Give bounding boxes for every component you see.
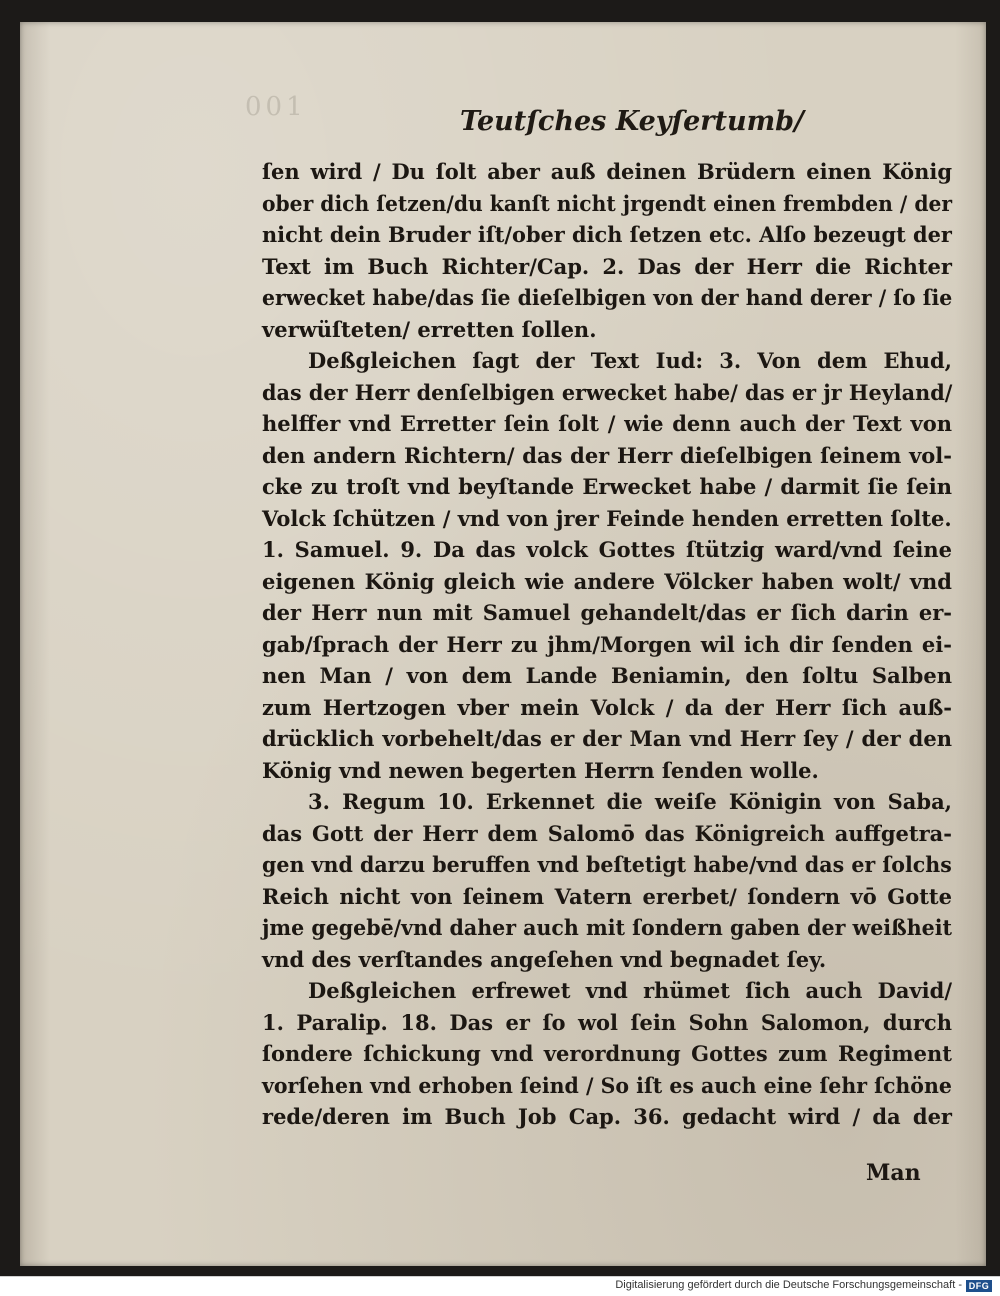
text-line: Volck ſchützen / vnd von jrer Feinde henden erretten ſolte. xyxy=(262,505,952,531)
text-line: 1. Samuel. 9. Da das volck Gottes ſtützig ward/vnd ſeine xyxy=(262,537,952,562)
text-line: drücklich vorbehelt/das er der Man vnd Herr ſey / der den xyxy=(262,726,952,751)
text-line: vorſehen vnd erhoben ſeind / So iſt es auch eine ſehr ſchöne xyxy=(262,1072,952,1098)
text-line: helffer vnd Erretter ſein ſolt / wie denn auch der Text von xyxy=(262,411,952,436)
text-line: gen vnd darzu beruffen vnd beſtetigt habe/vnd das er ſolchs xyxy=(262,852,952,877)
text-line: 3. Regum 10. Erkennet die weiſe Königin von Saba, xyxy=(308,789,952,814)
catchword: Man xyxy=(866,1160,921,1186)
text-line: vnd des verſtandes angeſehen vnd begnadet ſey. xyxy=(262,946,827,972)
book-page xyxy=(20,22,986,1266)
text-line: 1. Paralip. 18. Das er ſo wol ſein Sohn Salomon, durch xyxy=(262,1009,952,1035)
text-line: erwecket habe/das ſie dieſelbigen von der hand derer / ſo ſie xyxy=(262,285,953,310)
footer-bar xyxy=(0,1276,1000,1296)
page-number-ghost: 001 xyxy=(245,92,307,122)
text-line: eigenen König gleich wie andere Völcker haben wolt/ vnd xyxy=(262,568,952,594)
text-line: Text im Buch Richter/Cap. 2. Das der Herr die Richter xyxy=(262,253,952,279)
text-line: verwüſteten/ erretten ſollen. xyxy=(262,316,597,342)
text-line: nen Man / von dem Lande Beniamin, den ſoltu Salben xyxy=(262,663,952,688)
text-line: König vnd newen begerten Herrn ſenden wolle. xyxy=(262,757,819,783)
text-line: Deßgleichen ſagt der Text Iud: 3. Von dem Ehud, xyxy=(308,348,952,373)
text-line: nicht dein Bruder iſt/ober dich ſetzen etc. Alſo bezeugt der xyxy=(262,222,952,247)
text-line: gab/ſprach der Herr zu jhm/Morgen wil ich dir ſenden ei- xyxy=(262,631,952,657)
text-line: ſondere ſchickung vnd verordnung Gottes zum Regiment xyxy=(262,1041,952,1066)
text-line: jme gegebē/vnd daher auch mit ſondern gaben der weißheit xyxy=(262,915,952,940)
text-line: Reich nicht von ſeinem Vatern ererbet/ ſondern vō Gotte xyxy=(262,883,952,909)
text-line: zum Hertzogen vber mein Volck / da der Herr ſich auß- xyxy=(262,694,952,720)
text-line: den andern Richtern/ das der Herr dieſelbigen ſeinem vol- xyxy=(262,442,952,468)
text-line: rede/deren im Buch Job Cap. 36. gedacht wird / da der xyxy=(262,1104,952,1129)
text-line: ober dich ſetzen/du kanſt nicht jrgendt einen frembden / der xyxy=(262,190,953,216)
text-line: das der Herr denſelbigen erwecket habe/ das er jr Heyland/ xyxy=(262,379,953,405)
text-line: das Gott der Herr dem Salomō das Königreich auffgetra- xyxy=(262,820,952,846)
text-line: der Herr nun mit Samuel gehandelt/das er ſich darin er- xyxy=(262,600,952,625)
body-text xyxy=(262,156,952,1133)
text-line: ſen wird / Du ſolt aber auß deinen Brüdern einen König xyxy=(262,159,952,184)
dfg-logo: DFG xyxy=(966,1280,992,1292)
funding-credit: Digitalisierung gefördert durch die Deutsche Forschungsgemeinschaft - xyxy=(615,1279,962,1291)
text-line: cke zu troſt vnd beyſtande Erwecket habe / darmit ſie ſein xyxy=(262,474,952,499)
text-line: Deßgleichen erfrewet vnd rhümet ſich auch David/ xyxy=(308,978,952,1003)
running-head: Teutſches Keyſertumb/ xyxy=(460,106,804,137)
